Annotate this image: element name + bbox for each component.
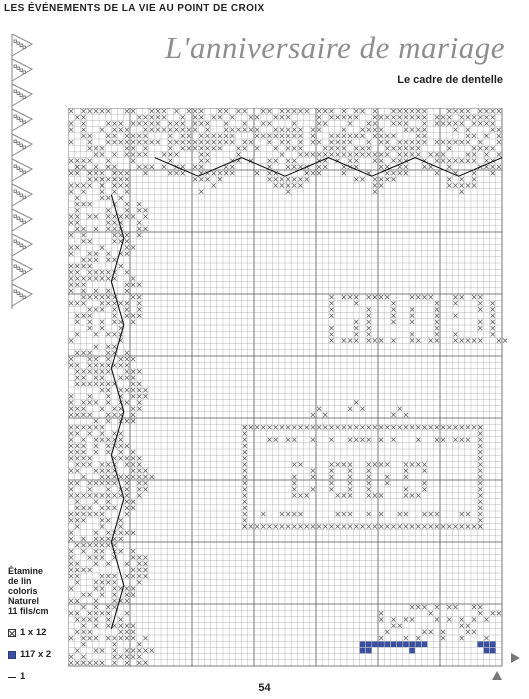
legend-key-backstitch	[8, 672, 68, 682]
legend-key-label: 1	[20, 671, 26, 682]
backstitch-line-icon	[8, 677, 16, 678]
page-number: 54	[258, 682, 271, 694]
fabric-line: Étamine	[8, 566, 44, 576]
running-head: LES ÉVÉNEMENTS DE LA VIE AU POINT DE CROIX	[4, 3, 265, 14]
legend-key-cross	[8, 628, 68, 638]
chart-legend	[8, 566, 68, 682]
legend-key-label: 1 x 12	[20, 627, 47, 638]
legend-key-blue	[8, 650, 68, 660]
center-arrow-up-icon	[492, 671, 502, 680]
legend-key-label: 117 x 2	[20, 649, 52, 660]
cross-stitch-icon	[8, 629, 16, 637]
cross-stitch-chart	[68, 108, 508, 670]
page-title: L'anniversaire de mariage	[165, 30, 505, 65]
center-arrow-right-icon	[511, 653, 520, 663]
fabric-line: de lin	[8, 576, 32, 586]
fabric-line: Naturel	[8, 596, 40, 606]
fabric-line: 11 fils/cm	[8, 606, 49, 616]
fabric-line: coloris	[8, 586, 38, 596]
lace-border-motif	[10, 34, 40, 309]
blue-square-icon	[8, 651, 16, 659]
page-subtitle: Le cadre de dentelle	[397, 74, 503, 86]
